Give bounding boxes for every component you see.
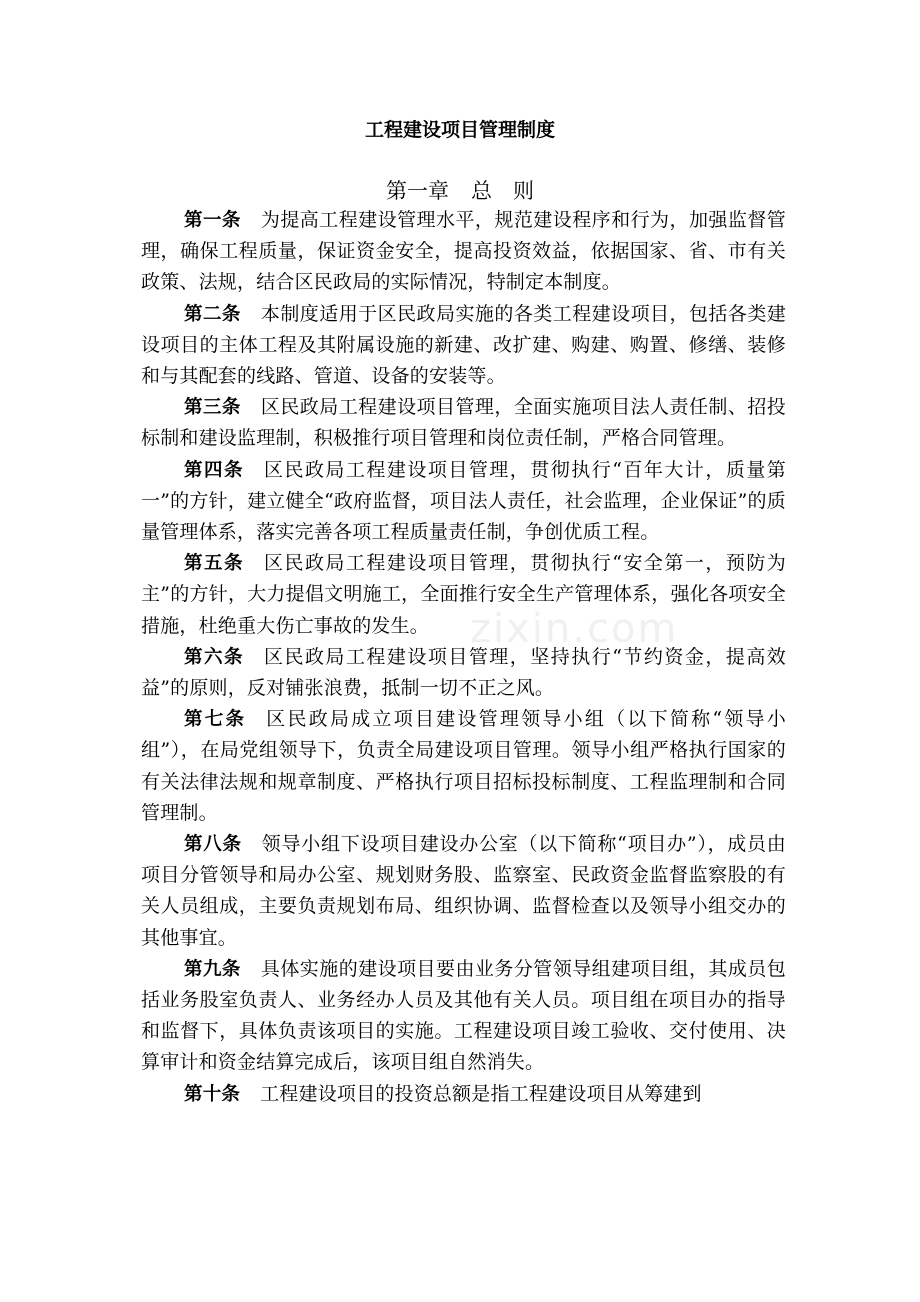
article-text: 区民政局成立项目建设管理领导小组（以下简称“领导小组”），在局党组领导下，负责全局建设项目管理。领导小组严格执行国家的有关法律法规和规章制度、严格执行项目招标投标制度、工程监理制和合同管理制。 bbox=[141, 708, 786, 824]
article-text: 具体实施的建设项目要由业务分管领导组建项目组，其成员包括业务股室负责人、业务经办人员及其他有关人员。项目组在项目办的指导和监督下，具体负责该项目的实施。工程建设项目竣工验收、交付使用、决算审计和资金结算完成后，该项目组自然消失。 bbox=[141, 957, 786, 1074]
article-text: 区民政局工程建设项目管理，全面实施项目法人责任制、招投标制和建设监理制，积极推行项目管理和岗位责任制，严格合同管理。 bbox=[141, 396, 786, 450]
document-title: 工程建设项目管理制度 bbox=[364, 119, 555, 141]
article-number: 第四条 bbox=[184, 459, 244, 481]
article-number: 第十条 bbox=[184, 1083, 241, 1105]
article-text: 区民政局工程建设项目管理，贯彻执行“安全第一，预防为主”的方针，大力提倡文明施工，全面推行安全生产管理体系，强化各项安全措施，杜绝重大伤亡事故的发生。 bbox=[141, 552, 786, 637]
article-8 bbox=[141, 829, 786, 954]
article-number: 第六条 bbox=[184, 646, 244, 668]
article-number: 第七条 bbox=[184, 709, 247, 731]
document-body bbox=[141, 205, 786, 1110]
article-7 bbox=[141, 704, 786, 829]
article-number: 第九条 bbox=[184, 958, 241, 980]
article-number: 第五条 bbox=[184, 553, 244, 575]
article-3 bbox=[141, 392, 786, 454]
article-text: 本制度适用于区民政局实施的各类工程建设项目，包括各类建设项目的主体工程及其附属设施的新建、改扩建、购建、购置、修缮、装修和与其配套的线路、管道、设备的安装等。 bbox=[141, 302, 786, 388]
article-text: 领导小组下设项目建设办公室（以下简称“项目办”），成员由项目分管领导和局办公室、规划财务股、监察室、民政资金监督监察股的有关人员组成，主要负责规划布局、组织协调、监督检查以及领导小组交办的其他事宜。 bbox=[141, 833, 787, 949]
chapter-heading bbox=[0, 176, 920, 206]
article-5 bbox=[141, 548, 786, 642]
chapter-name: 总 则 bbox=[471, 179, 534, 203]
article-text: 区民政局工程建设项目管理，贯彻执行“百年大计，质量第一”的方针，建立健全“政府监督，项目法人责任，社会监理，企业保证”的质量管理体系，落实完善各项工程质量责任制，争创优质工程。 bbox=[141, 458, 786, 544]
article-2 bbox=[141, 299, 786, 393]
chapter-label: 第一章 bbox=[386, 179, 449, 203]
article-text: 为提高工程建设管理水平，规范建设程序和行为，加强监督管理，确保工程质量，保证资金安全，提高投资效益，依据国家、省、市有关政策、法规，结合区民政局的实际情况，特制定本制度。 bbox=[141, 209, 786, 294]
article-text: 区民政局工程建设项目管理，坚持执行“节约资金，提高效益”的原则，反对铺张浪费，抵制一切不正之风。 bbox=[141, 645, 786, 700]
article-1 bbox=[141, 205, 786, 299]
article-number: 第三条 bbox=[184, 397, 241, 419]
watermark: zixin.com bbox=[470, 606, 679, 652]
article-4 bbox=[141, 455, 786, 549]
article-number: 第二条 bbox=[184, 303, 241, 325]
article-6 bbox=[141, 642, 786, 704]
article-10 bbox=[141, 1079, 786, 1110]
article-number: 第一条 bbox=[184, 210, 241, 231]
article-text: 工程建设项目的投资总额是指工程建设项目从筹建到 bbox=[260, 1082, 702, 1105]
article-number: 第八条 bbox=[184, 834, 242, 856]
article-9 bbox=[141, 954, 786, 1079]
